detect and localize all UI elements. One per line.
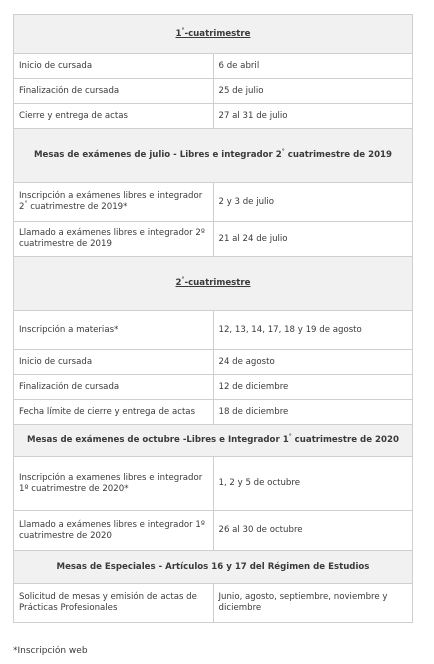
section-heading-july-exams: Mesas de exámenes de julio - Libres e integrador 2° cuatrimestre de 2019 (14, 129, 413, 183)
row-label: Inicio de cursada (14, 350, 214, 375)
row-label: Finalización de cursada (14, 375, 214, 400)
row-label: Llamado a exámenes libres e integrador 1º cuatrimestre de 2020 (14, 511, 214, 551)
row-value: 24 de agosto (213, 350, 413, 375)
row-value: 12 de diciembre (213, 375, 413, 400)
row-label: Inscripción a examenes libres e integrador 1º cuatrimestre de 2020* (14, 457, 214, 511)
section-heading-october-exams: Mesas de exámenes de octubre -Libres e Integrador 1° cuatrimestre de 2020 (14, 425, 413, 457)
section-heading-special-exams: Mesas de Especiales - Artículos 16 y 17 del Régimen de Estudios (14, 551, 413, 584)
section-title-second-term: 2°-cuatrimestre (14, 257, 413, 311)
row-label: Llamado a exámenes libres e integrador 2º cuatrimestre de 2019 (14, 222, 214, 257)
row-value: 21 al 24 de julio (213, 222, 413, 257)
row-value: 6 de abril (213, 54, 413, 79)
row-label: Finalización de cursada (14, 79, 214, 104)
row-label: Fecha límite de cierre y entrega de actas (14, 400, 214, 425)
row-label: Inscripción a materias* (14, 311, 214, 350)
row-value: 12, 13, 14, 17, 18 y 19 de agosto (213, 311, 413, 350)
row-value: 18 de diciembre (213, 400, 413, 425)
academic-calendar-table (13, 14, 413, 623)
row-label: Inicio de cursada (14, 54, 214, 79)
row-value: 27 al 31 de julio (213, 104, 413, 129)
row-value: 26 al 30 de octubre (213, 511, 413, 551)
row-value: Junio, agosto, septiembre, noviembre y diciembre (213, 584, 413, 623)
row-value: 25 de julio (213, 79, 413, 104)
row-value: 2 y 3 de julio (213, 183, 413, 222)
row-label: Cierre y entrega de actas (14, 104, 214, 129)
row-label: Inscripción a exámenes libres e integrador 2° cuatrimestre de 2019* (14, 183, 214, 222)
row-value: 1, 2 y 5 de octubre (213, 457, 413, 511)
footnote: *Inscripción web (13, 646, 88, 656)
row-label: Solicitud de mesas y emisión de actas de Prácticas Profesionales (14, 584, 214, 623)
section-title-first-term: 1°-cuatrimestre (14, 15, 413, 54)
